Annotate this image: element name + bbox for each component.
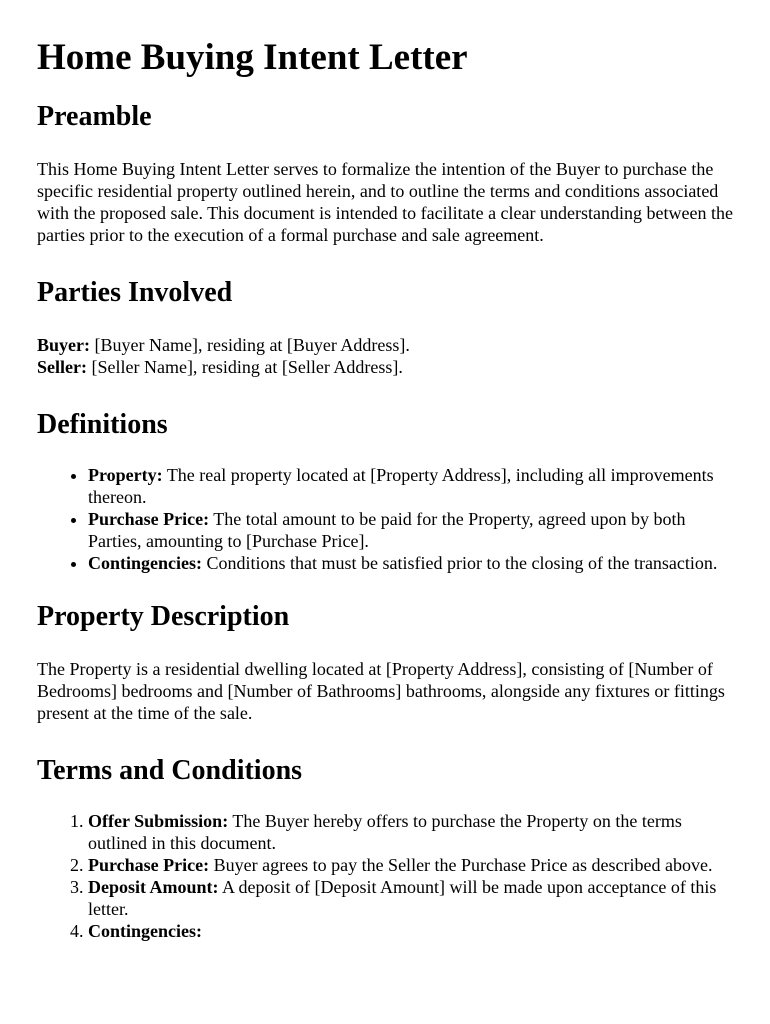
parties-heading: Parties Involved bbox=[37, 277, 233, 308]
terms-text: A deposit of [Deposit Amount] will be made upon acceptance of this letter. bbox=[88, 877, 717, 919]
definition-text: The total amount to be paid for the Property, agreed upon by both Parties, amounting to [Purchase Price]. bbox=[88, 509, 686, 551]
terms-term: Contingencies: bbox=[88, 921, 202, 941]
terms-text: Buyer agrees to pay the Seller the Purchase Price as described above. bbox=[209, 855, 713, 875]
definition-term: Contingencies: bbox=[88, 553, 202, 573]
terms-heading: Terms and Conditions bbox=[37, 755, 303, 786]
seller-label: Seller: bbox=[37, 357, 87, 377]
terms-list bbox=[37, 810, 734, 942]
definition-text: Conditions that must be satisfied prior to the closing of the transaction. bbox=[202, 553, 718, 573]
terms-item bbox=[88, 854, 734, 876]
definition-item bbox=[88, 508, 734, 552]
seller-text: [Seller Name], residing at [Seller Address]. bbox=[86, 357, 403, 377]
preamble-text: This Home Buying Intent Letter serves to formalize the intention of the Buyer to purchase the specific residential property outlined herein, and to outline the terms and conditions associated with the proposed sale. This document is intended to facilitate a clear understanding between the parties prior to the execution of a formal purchase and sale agreement. bbox=[37, 159, 733, 245]
terms-term: Purchase Price: bbox=[88, 855, 210, 875]
definition-item bbox=[88, 552, 734, 574]
definition-item bbox=[88, 464, 734, 508]
terms-item bbox=[88, 810, 734, 854]
document-title: Home Buying Intent Letter bbox=[37, 37, 468, 78]
terms-term: Deposit Amount: bbox=[88, 877, 219, 897]
preamble-heading: Preamble bbox=[37, 101, 152, 132]
buyer-text: [Buyer Name], residing at [Buyer Address]. bbox=[90, 335, 410, 355]
definition-term: Purchase Price: bbox=[88, 509, 210, 529]
terms-text: The Buyer hereby offers to purchase the Property on the terms outlined in this document. bbox=[88, 811, 682, 853]
terms-term: Offer Submission: bbox=[88, 811, 229, 831]
parties-block bbox=[37, 334, 734, 378]
definitions-heading: Definitions bbox=[37, 409, 168, 440]
property-description-heading: Property Description bbox=[37, 601, 290, 632]
terms-item bbox=[88, 920, 734, 942]
terms-item bbox=[88, 876, 734, 920]
definition-term: Property: bbox=[88, 465, 163, 485]
definitions-list bbox=[37, 464, 734, 574]
buyer-label: Buyer: bbox=[37, 335, 90, 355]
definition-text: The real property located at [Property Address], including all improvements thereon. bbox=[88, 465, 714, 507]
property-description-text: The Property is a residential dwelling located at [Property Address], consisting of [Number of Bedrooms] bedrooms and [Number of Bathrooms] bathrooms, alongside any fixtures or fittings present at the time of the sale. bbox=[37, 659, 725, 723]
